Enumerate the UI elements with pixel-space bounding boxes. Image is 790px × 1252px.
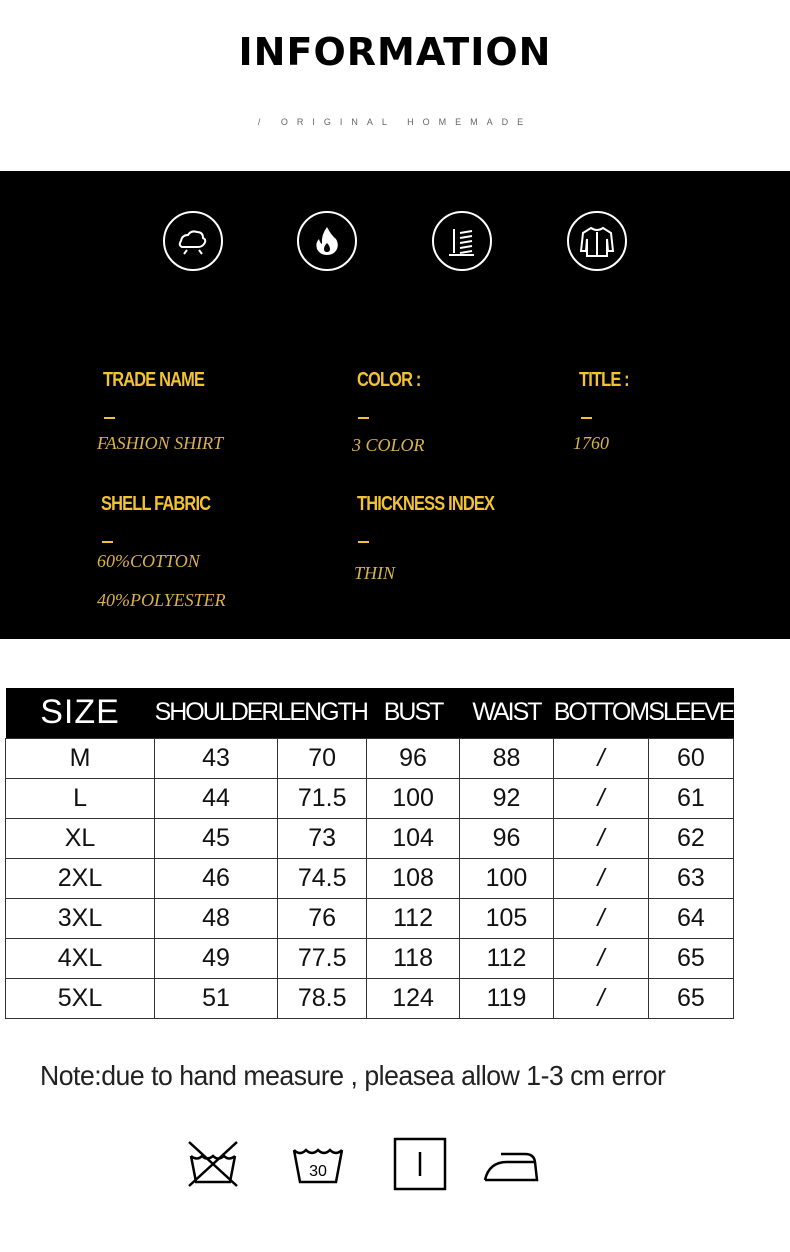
table-cell: 2XL bbox=[6, 858, 155, 898]
table-cell: 44 bbox=[155, 778, 278, 818]
shell-fabric-value-1: 60%COTTON bbox=[97, 551, 200, 571]
color-dash bbox=[358, 417, 369, 419]
table-cell: 64 bbox=[648, 898, 733, 938]
header-length: LENGTH bbox=[277, 688, 366, 738]
table-cell: 65 bbox=[648, 978, 733, 1018]
table-cell: 96 bbox=[367, 738, 459, 778]
table-cell: 112 bbox=[367, 898, 459, 938]
flame-icon bbox=[297, 211, 357, 271]
table-cell: 70 bbox=[277, 738, 366, 778]
tumble-dry-icon bbox=[390, 1136, 450, 1192]
table-cell: 118 bbox=[367, 938, 459, 978]
table-row bbox=[6, 858, 734, 898]
thickness-dash bbox=[358, 541, 369, 543]
table-cell: 62 bbox=[648, 818, 733, 858]
info-panel bbox=[0, 171, 790, 639]
header-size: SIZE bbox=[6, 688, 155, 738]
table-cell: 4XL bbox=[6, 938, 155, 978]
table-cell: 92 bbox=[459, 778, 553, 818]
table-cell: 71.5 bbox=[277, 778, 366, 818]
table-cell: 124 bbox=[367, 978, 459, 1018]
mould-cloud-icon bbox=[163, 211, 223, 271]
table-cell: 100 bbox=[367, 778, 459, 818]
table-cell: 73 bbox=[277, 818, 366, 858]
table-row bbox=[6, 938, 734, 978]
table-cell: 61 bbox=[648, 778, 733, 818]
table-row bbox=[6, 818, 734, 858]
color-label: COLOR : bbox=[357, 369, 421, 391]
shell-fabric-value-2: 40%POLYESTER bbox=[97, 590, 226, 610]
table-cell: / bbox=[554, 818, 648, 858]
table-cell: 108 bbox=[367, 858, 459, 898]
table-cell: L bbox=[6, 778, 155, 818]
table-cell: 65 bbox=[648, 938, 733, 978]
table-cell: 74.5 bbox=[277, 858, 366, 898]
header-bust: BUST bbox=[367, 688, 459, 738]
title-label: TITLE : bbox=[579, 369, 629, 391]
trade-name-value: FASHION SHIRT bbox=[97, 433, 224, 453]
shell-fabric-label: SHELL FABRIC bbox=[101, 493, 211, 515]
table-cell: / bbox=[554, 778, 648, 818]
table-row bbox=[6, 738, 734, 778]
table-cell: M bbox=[6, 738, 155, 778]
table-header-row bbox=[6, 688, 734, 738]
table-cell: 100 bbox=[459, 858, 553, 898]
table-cell: 76 bbox=[277, 898, 366, 938]
table-cell: 112 bbox=[459, 938, 553, 978]
header-shoulder: SHOULDER bbox=[155, 688, 278, 738]
table-cell: 77.5 bbox=[277, 938, 366, 978]
table-cell: 5XL bbox=[6, 978, 155, 1018]
table-cell: 88 bbox=[459, 738, 553, 778]
title-value: 1760 bbox=[573, 433, 609, 453]
table-cell: 49 bbox=[155, 938, 278, 978]
table-cell: 45 bbox=[155, 818, 278, 858]
table-cell: / bbox=[554, 858, 648, 898]
size-table bbox=[5, 688, 734, 1019]
table-cell: 48 bbox=[155, 898, 278, 938]
table-cell: 46 bbox=[155, 858, 278, 898]
wash-30-icon bbox=[288, 1136, 348, 1192]
table-cell: / bbox=[554, 978, 648, 1018]
do-not-wash-icon bbox=[183, 1136, 243, 1192]
table-cell: / bbox=[554, 898, 648, 938]
page-title: INFORMATION bbox=[238, 30, 552, 74]
jacket-icon bbox=[567, 211, 627, 271]
table-cell: / bbox=[554, 938, 648, 978]
iron-icon bbox=[481, 1136, 541, 1192]
table-cell: XL bbox=[6, 818, 155, 858]
table-cell: 119 bbox=[459, 978, 553, 1018]
title-dash bbox=[581, 417, 592, 419]
table-cell: 78.5 bbox=[277, 978, 366, 1018]
table-cell: 60 bbox=[648, 738, 733, 778]
table-cell: 51 bbox=[155, 978, 278, 1018]
color-value: 3 COLOR bbox=[352, 435, 425, 455]
measurement-note: Note:due to hand measure , pleasea allow 1-3 cm error bbox=[40, 1060, 666, 1091]
thickness-value: THIN bbox=[354, 563, 396, 583]
header-waist: WAIST bbox=[459, 688, 553, 738]
table-cell: 3XL bbox=[6, 898, 155, 938]
trade-name-dash bbox=[104, 417, 115, 419]
shell-fabric-dash bbox=[102, 541, 113, 543]
table-cell: 43 bbox=[155, 738, 278, 778]
table-row bbox=[6, 898, 734, 938]
table-row bbox=[6, 778, 734, 818]
table-cell: 104 bbox=[367, 818, 459, 858]
header-sleeve: SLEEVE bbox=[648, 688, 733, 738]
table-cell: 63 bbox=[648, 858, 733, 898]
table-cell: 105 bbox=[459, 898, 553, 938]
wash-temperature: 30 bbox=[309, 1163, 327, 1180]
table-cell: / bbox=[554, 738, 648, 778]
header-bottom: BOTTOM bbox=[554, 688, 648, 738]
table-cell: 96 bbox=[459, 818, 553, 858]
page-subtitle: / ORIGINAL HOMEMADE bbox=[257, 117, 533, 127]
table-row bbox=[6, 978, 734, 1018]
needle-thread-icon bbox=[432, 211, 492, 271]
thickness-label: THICKNESS INDEX bbox=[357, 493, 495, 515]
trade-name-label: TRADE NAME bbox=[103, 369, 205, 391]
size-table-body bbox=[6, 738, 734, 1018]
